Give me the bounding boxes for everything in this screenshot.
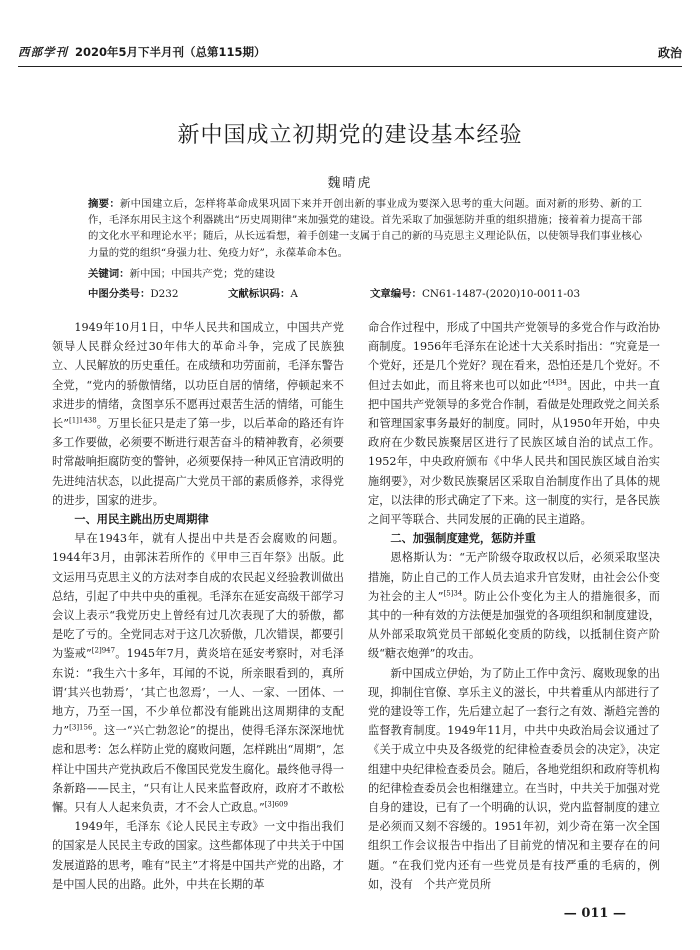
body-column-right — [368, 318, 660, 894]
paragraph: 早在1943年，就有人提出中共是否会腐败的问题。1944年3月，由郭沫若所作的《甲申三百年祭》出版。此文运用马克思主义的方法对李自成的农民起义经验教训做出总结，引起了中共中央的重视。毛泽东在延安高级干部学习会议上表示“我党历史上曾经有过几次表现了大的骄傲，都是吃了亏的。全党同志对于这几次骄傲，几次错误，都要引为鉴戒”$^{[2]947}$。1945年7月，黄炎培在延安考察时，对毛泽东说：“我生六十多年，耳闻的不说，所亲眼看到的，真所谓‘其兴也勃焉’，‘其亡也忽焉’，一人、一家、一团体、一地方，乃至一国，不少单位都没有能跳出这周期律的支配力”$^{[3]156}$。这一“兴亡勃忽论”的提出，使得毛泽东深深地忧虑和思考：怎么样防止党的腐败问题，怎样跳出“周期”，怎样让中国共产党执政后不像国民党发生腐化。最终他寻得一条新路——民主，“只有让人民来监督政府，政府才不敢松懈。只有人人起来负责，才不会人亡政息。”$^{[3]609}$ — [52, 532, 344, 815]
paragraph: 恩格斯认为：“无产阶级夺取政权以后，必须采取坚决措施，防止自己的工作人员去追求升官发财，由社会公仆变为社会的主人”$^{[5]34}$。防止公仆变化为主人的措施很多，而其中的一种有效的方法便是加强党的各项组织和制度建设，从外部采取筑党员干部蜕化变质的防线，以抵制住资产阶级“糖衣炮弹”的攻击。 — [368, 551, 660, 661]
citation: [3]156 — [69, 723, 93, 732]
section-heading: 一、用民主跳出历史周期律 — [74, 513, 209, 527]
header-rule — [18, 66, 682, 67]
abstract-text: 新中国建立后，怎样将革命成果巩固下来并开创出新的事业成为要深入思考的重大问题。面对新的形势、新的工作，毛泽东用民主这个利器跳出“历史周期律”来加强党的建设。首先采取了加强惩防并重的组织措施；接着着力提高干部的文化水平和理论水平；随后，从长远看想，着手创建一支属于自己的新的马克思主义理论队伍，以使领导我们事业核心力量的党的组织“身强力壮、免疫力好”，永葆革命本色。 — [88, 198, 643, 259]
abstract-label: 摘要： — [88, 198, 120, 210]
page-number: — 011 — — [563, 906, 626, 921]
citation: [2]947 — [91, 646, 116, 655]
document-code: 文献标识码：A — [228, 288, 298, 300]
running-header — [18, 44, 682, 66]
paragraph: 新中国成立伊始，为了防止工作中贪污、腐败现象的出现，抑制住官僚、享乐主义的滋长，中共着重从内部进行了党的建设等工作，先后建立起了一套行之有效、渐趋完善的监督教育制度。1949年11月，中共中央政治局会议通过了《关于成立中央及各级党的纪律检查委员会的决定》，决定组建中央纪律检查委员会。随后，各地党组织和政府等机构的纪律检查委员会也相继建立。在当时，中共关于加强对党自身的建设，已有了一个明确的认识，党内监督制度的建立是必须而又刻不容缓的。1951年初，刘少奇在第一次全国组织工作会议报告中指出了目前党的情况和主要存在的问题。“在我们党内还有一些党员是有技严重的毛病的，例如，没有 个共产党员所 — [368, 666, 660, 891]
keywords-text: 新中国；中国共产党；党的建设 — [129, 268, 276, 280]
paragraph: 1949年10月1日，中华人民共和国成立，中国共产党领导人民群众经过30年伟大的革命斗争，完成了民族独立、人民解放的历史重任。在成绩和功劳面前，毛泽东警告全党，“党内的骄傲情绪，以功臣自居的情绪，停顿起来不求进步的情绪，贪图享乐不愿再过艰苦生活的情绪，可能生长”$^{[1]1438}$。万里长征只是走了第一步，以后革命的路还有许多工作要做，必须要不断进行艰苦奋斗的精神教育，必须要时常敲响拒腐防变的警钟，必须要保持一种风正官清政明的先进纯洁状态，以此提高广大党员干部的素质修养，求得党的进步，国家的进步。 — [52, 321, 344, 507]
keywords-label: 关键词： — [88, 268, 130, 280]
citation: [1]1438 — [68, 416, 97, 425]
clc-number: 中图分类号：D232 — [88, 288, 179, 300]
paragraph: 命合作过程中，形成了中国共产党领导的多党合作与政治协商制度。1956年毛泽东在论述十大关系时指出：“究竟是一个党好，还是几个党好？现在看来，恐怕还是几个党好。不但过去如此，而且将来也可以如此”$^{[4]34}$。因此，中共一直把中国共产党领导的多党合作制，看做是处理政党之间关系和管理国家事务最好的制度。同时，从1950年开始，中央政府在少数民族聚居区进行了民族区域自治的试点工作。1952年，中央政府颁布《中华人民共和国民族区域自治实施纲要》，对少数民族聚居区采取自治制度作出了具体的规定，以法律的形式确定了下来。这一制度的实行，是各民族之间平等联合、共同发展的正确的民主道路。 — [368, 321, 660, 527]
citation: [5]34 — [443, 589, 463, 598]
author-name: 魏晴虎 — [327, 176, 373, 191]
abstract — [88, 196, 642, 261]
keywords — [88, 265, 642, 280]
journal-issue-line — [18, 44, 266, 60]
article-title: 新中国成立初期党的建设基本经验 — [177, 123, 523, 148]
journal-logo: 西部学刊 — [18, 45, 68, 59]
issue-label: 2020年5月下半月刊（总第115期） — [75, 45, 266, 59]
body-column-left — [52, 318, 344, 894]
section-heading: 二、加强制度建党，惩防并重 — [390, 532, 536, 546]
section-label: 政治 — [657, 46, 682, 60]
article-number: 文章编号：CN61-1487-(2020)10-0011-03 — [370, 288, 581, 300]
paragraph: 1949年，毛泽东《论人民民主专政》一文中指出我们的国家是人民民主专政的国家。这些都体现了中共关于中国发展道路的思考，唯有“民主”才将是中国共产党的出路，才是中国人民的出路。此外，中共在长期的革 — [52, 820, 344, 891]
citation: [4]34 — [548, 377, 567, 386]
classification-line — [88, 285, 660, 301]
citation: [3]609 — [264, 800, 288, 809]
